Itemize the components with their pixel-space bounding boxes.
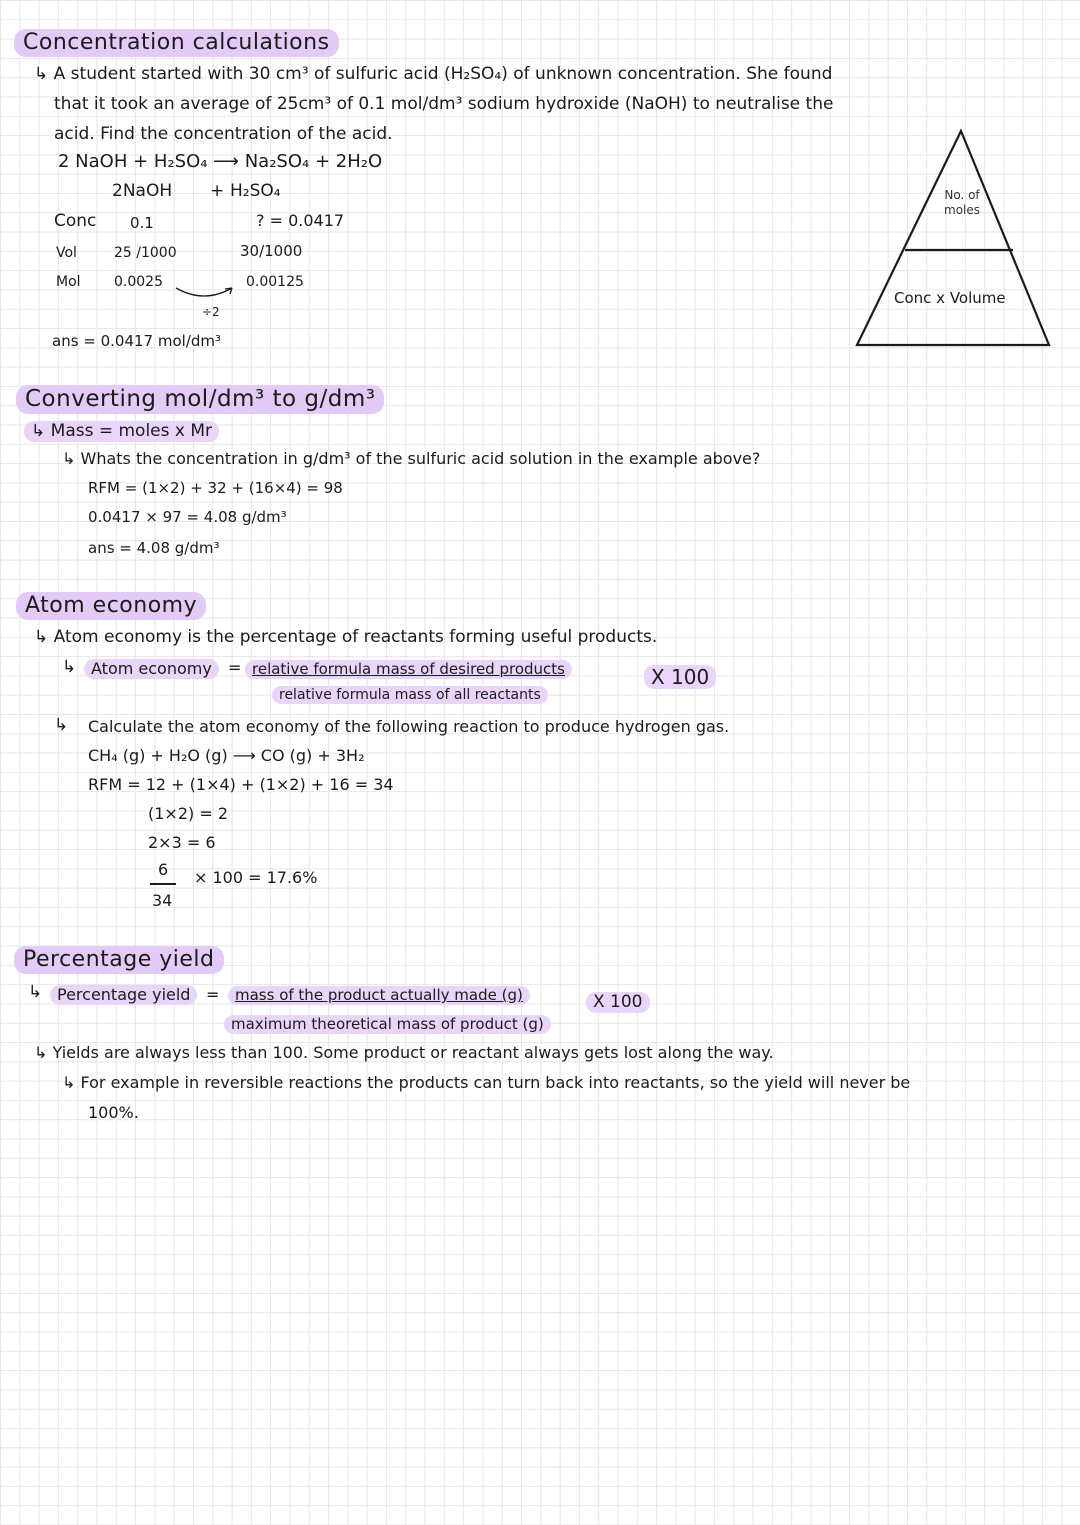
table-header-naoh: 2NaOH: [112, 181, 173, 201]
concentration-answer: ans = 0.0417 mol/dm³: [52, 332, 222, 350]
triangle-bottom-label: Conc x Volume: [894, 289, 1006, 307]
row-label-vol: Vol: [56, 245, 77, 261]
converting-answer: ans = 4.08 g/dm³: [88, 539, 220, 557]
concentration-question-line-2: that it took an average of 25cm³ of 0.1 mol/dm³ sodium hydroxide (NaOH) to neutralise the: [54, 94, 834, 114]
percentage-yield-times-100: X 100: [586, 992, 650, 1013]
fraction-line: [150, 883, 176, 885]
percentage-yield-title: Percentage yield: [14, 946, 224, 974]
acid-conc-value: ? = 0.0417: [256, 211, 345, 230]
atom-economy-result: × 100 = 17.6%: [194, 868, 318, 887]
percentage-yield-equals: =: [206, 985, 220, 1004]
percentage-yield-numerator: mass of the product actually made (g): [228, 986, 530, 1005]
divide-by-two: ÷2: [202, 305, 220, 319]
concentration-question-line-1: ↳ A student started with 30 cm³ of sulfuric acid (H₂SO₄) of unknown concentration. She found: [34, 64, 833, 84]
sulfuric-acid-rfm: RFM = (1×2) + 32 + (16×4) = 98: [88, 479, 343, 497]
atom-economy-formula-label: Atom economy: [84, 659, 219, 679]
atom-economy-times-100: X 100: [644, 665, 716, 689]
naoh-conc-value: 0.1: [130, 214, 154, 232]
converting-title: Converting mol/dm³ to g/dm³: [16, 385, 384, 414]
divide-arrow: [172, 282, 242, 302]
moles-triangle: [853, 127, 1053, 349]
atom-economy-numerator: relative formula mass of desired products: [245, 660, 572, 679]
yield-note-3: 100%.: [88, 1103, 139, 1122]
table-header-plus: +: [210, 181, 225, 201]
table-header-h2so4: H₂SO₄: [230, 181, 281, 201]
neutralisation-equation: 2 NaOH + H₂SO₄ ⟶ Na₂SO₄ + 2H₂O: [58, 151, 383, 172]
fraction-denominator: 34: [152, 891, 173, 910]
formula-arrow: ↳: [62, 657, 77, 677]
fraction-numerator: 6: [158, 860, 169, 879]
atom-economy-question: Calculate the atom economy of the following reaction to produce hydrogen gas.: [88, 717, 730, 736]
converting-calculation: 0.0417 × 97 = 4.08 g/dm³: [88, 508, 287, 526]
acid-vol-value: 30/1000: [240, 242, 303, 260]
yield-note-2: ↳ For example in reversible reactions the products can turn back into reactants, so the yield will never be: [62, 1073, 911, 1092]
calc-arrow: ↳: [54, 715, 69, 735]
yield-note-1: ↳ Yields are always less than 100. Some product or reactant always gets lost along the way.: [34, 1043, 774, 1062]
mass-formula: ↳ Mass = moles x Mr: [24, 421, 219, 442]
concentration-title: Concentration calculations: [14, 29, 339, 57]
step-three-hydrogen: 2×3 = 6: [148, 833, 216, 852]
atom-economy-title: Atom economy: [16, 592, 206, 620]
atom-economy-equals: =: [228, 658, 242, 677]
triangle-top-label: No. of moles: [944, 188, 980, 217]
naoh-mol-value: 0.0025: [114, 274, 163, 290]
step-hydrogen-mass: (1×2) = 2: [148, 804, 229, 823]
atom-economy-definition: ↳ Atom economy is the percentage of reactants forming useful products.: [34, 627, 658, 647]
converting-question: ↳ Whats the concentration in g/dm³ of the sulfuric acid solution in the example above?: [62, 449, 761, 468]
hydrogen-reaction: CH₄ (g) + H₂O (g) ⟶ CO (g) + 3H₂: [88, 746, 365, 765]
acid-mol-value: 0.00125: [246, 274, 304, 290]
row-label-mol: Mol: [56, 274, 81, 290]
row-label-conc: Conc: [54, 211, 97, 231]
percentage-yield-denominator: maximum theoretical mass of product (g): [224, 1015, 551, 1034]
yield-arrow: ↳: [28, 982, 43, 1002]
atom-economy-denominator: relative formula mass of all reactants: [272, 686, 548, 704]
naoh-vol-value: 25 /1000: [114, 245, 177, 261]
reactants-rfm: RFM = 12 + (1×4) + (1×2) + 16 = 34: [88, 775, 394, 794]
concentration-question-line-3: acid. Find the concentration of the acid.: [54, 124, 393, 144]
percentage-yield-formula-label: Percentage yield: [50, 985, 197, 1005]
